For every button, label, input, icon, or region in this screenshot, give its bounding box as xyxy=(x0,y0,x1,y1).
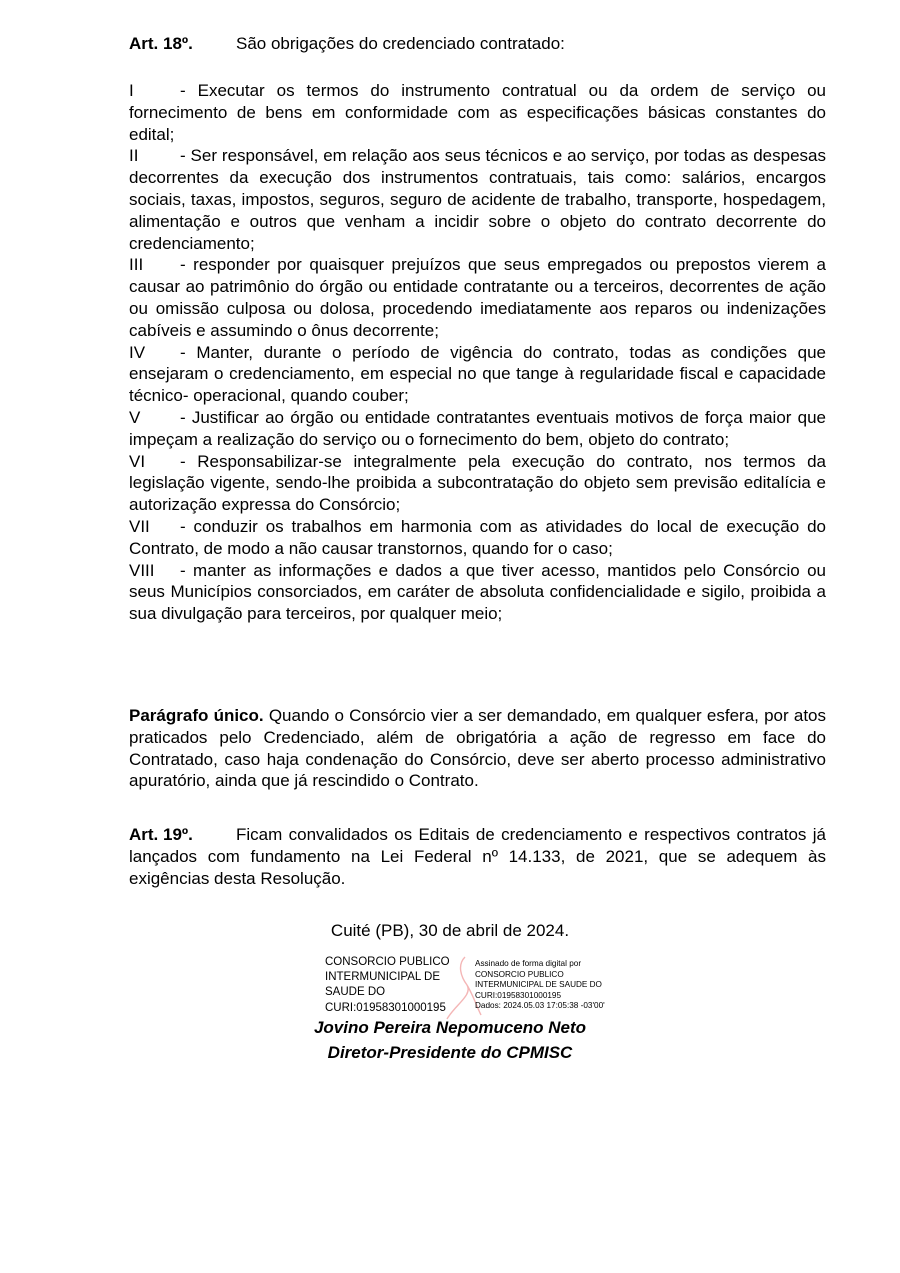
signer-name: Jovino Pereira Nepomuceno Neto xyxy=(313,1018,587,1037)
digital-signature xyxy=(325,955,645,1021)
signer-title: Diretor-Presidente do CPMISC xyxy=(327,1043,573,1062)
signature-detail-line: CONSORCIO PUBLICO xyxy=(475,969,564,979)
item-text: - Responsabilizar-se integralmente pela execução do contrato, nos termos da legislação vigente, sendo-lhe proibida a subcontratação do objeto sem previsão editalícia e autorização expressa do Consórcio; xyxy=(129,451,826,515)
item-number: V xyxy=(129,407,141,427)
signature-line: CURI:01958301000195 xyxy=(325,1001,446,1014)
item-text: - Manter, durante o período de vigência do contrato, todas as condições que ensejaram o credenciamento, em especial no que tange à regularidade fiscal e capacidade técnico- operacional, quando couber; xyxy=(129,342,826,406)
article-text: Ficam convalidados os Editais de credenciamento e respectivos contratos já lançados com fundamento na Lei Federal nº 14.133, de 2021, que se adequem às exigências desta Resolução. xyxy=(129,825,826,888)
item-number: IV xyxy=(129,342,146,362)
item-text: - conduzir os trabalhos em harmonia com as atividades do local de execução do Contrato, de modo a não causar transtornos, quando for o caso; xyxy=(129,516,826,558)
item-number: II xyxy=(129,146,139,166)
signature-line: CONSORCIO PUBLICO xyxy=(325,956,450,968)
list-item xyxy=(129,516,826,560)
obligations-list xyxy=(129,80,826,625)
list-item xyxy=(129,560,826,625)
list-item xyxy=(129,342,826,407)
paragrafo-unico xyxy=(129,705,826,792)
list-item xyxy=(129,254,826,341)
signature-line: INTERMUNICIPAL DE xyxy=(325,971,441,984)
list-item xyxy=(129,407,826,451)
signature-detail-line: Assinado de forma digital por xyxy=(475,959,582,968)
signature-detail-line: CURI:01958301000195 xyxy=(475,990,562,1000)
signature-detail-line: Dados: 2024.05.03 17:05:38 -03'00' xyxy=(475,1001,605,1010)
article-text: São obrigações do credenciado contratado: xyxy=(236,34,565,53)
signature-detail-line: INTERMUNICIPAL DE SAUDE DO xyxy=(475,980,602,989)
signature-details xyxy=(475,959,605,1012)
item-number: I xyxy=(129,81,134,100)
place-date: Cuité (PB), 30 de abril de 2024. xyxy=(330,921,570,940)
signature-name-block xyxy=(325,955,450,1016)
item-number: III xyxy=(129,255,144,275)
item-text: - Ser responsável, em relação aos seus técnicos e ao serviço, por todas as despesas decorrentes da execução dos instrumentos contratuais, tais como: salários, encargos sociais, taxas, impostos, seguros, seguro de acidente de trabalho, transporte, hospedagem, alimentação e outros que venham a incidir sobre o objeto do contrato decorrente do credenciamento; xyxy=(129,146,826,253)
paragraph-label: Parágrafo único. xyxy=(129,706,264,725)
list-item xyxy=(129,80,826,145)
item-text: - responder por quaisquer prejuízos que seus empregados ou prepostos vierem a causar ao patrimônio do órgão ou entidade contratante ou a terceiros, decorrentes de ação ou omissão culposa ou dolosa, procedendo imediatamente aos reparos ou indenizações cabíveis e assumindo o ônus decorrente; xyxy=(129,255,826,340)
item-number: VI xyxy=(129,451,146,471)
list-item xyxy=(129,145,826,254)
article-label: Art. 18º. xyxy=(129,34,193,53)
signature-line: SAUDE DO xyxy=(325,986,386,999)
article-18-heading xyxy=(129,33,826,55)
item-number: VII xyxy=(129,516,150,536)
item-text: - Justificar ao órgão ou entidade contratantes eventuais motivos de força maior que impeçam a realização do serviço ou o fornecimento do bem, objeto do contrato; xyxy=(129,407,826,449)
article-label: Art. 19º. xyxy=(129,825,193,844)
article-19 xyxy=(129,824,826,889)
list-item xyxy=(129,451,826,516)
item-text: - manter as informações e dados a que tiver acesso, mantidos pelo Consórcio ou seus Municípios consorciados, em caráter de absoluta confidencialidade e sigilo, proibida a sua divulgação para terceiros, por qualquer meio; xyxy=(129,560,826,624)
item-text: - Executar os termos do instrumento contratual ou da ordem de serviço ou fornecimento de bens em conformidade com as especificações básicas constantes do edital; xyxy=(129,81,826,144)
item-number: VIII xyxy=(129,560,155,580)
paragraph-text: Quando o Consórcio vier a ser demandado, em qualquer esfera, por atos praticados pelo Credenciado, além de obrigatória a ação de regresso em face do Contratado, caso haja condenação do Consórcio, deve ser aberto processo administrativo apuratório, ainda que já rescindido o Contrato. xyxy=(129,706,826,791)
